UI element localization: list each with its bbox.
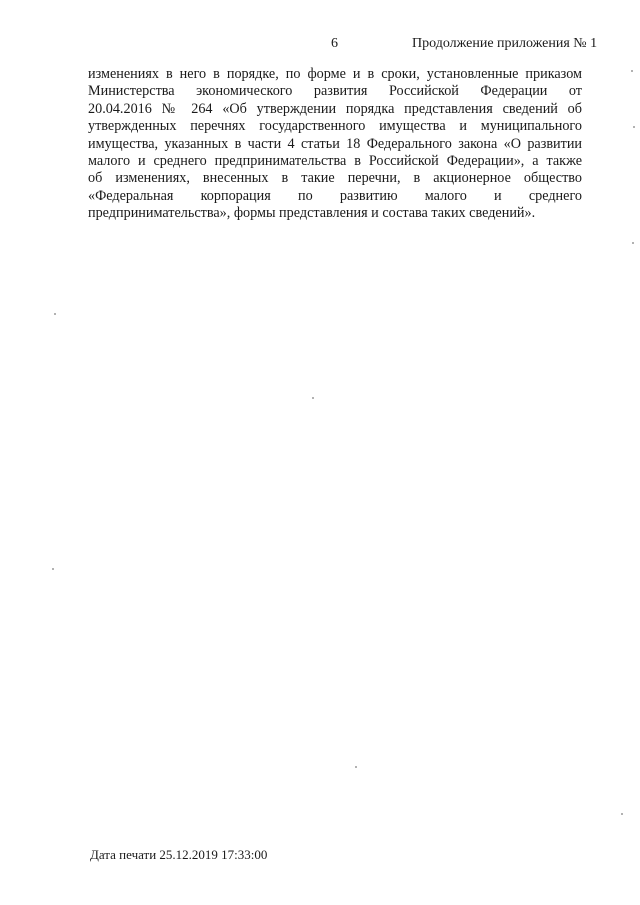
paragraph-line: «Федеральная корпорация по развитию малого и среднего bbox=[88, 187, 582, 204]
scan-speck bbox=[355, 766, 357, 768]
scan-speck bbox=[52, 568, 54, 570]
scan-speck bbox=[632, 242, 634, 244]
scan-speck bbox=[312, 397, 314, 399]
print-date: Дата печати 25.12.2019 17:33:00 bbox=[90, 847, 268, 862]
paragraph-line: утвержденных перечнях государственного имущества и муниципального bbox=[88, 118, 582, 135]
page-number: 6 bbox=[331, 36, 338, 51]
scan-speck bbox=[54, 313, 56, 315]
paragraph-line: имущества, указанных в части 4 статьи 18 Федерального закона «О развитии bbox=[88, 135, 582, 152]
scan-speck bbox=[633, 126, 635, 128]
paragraph-line: предпринимательства», формы представления и состава таких сведений». bbox=[88, 205, 536, 222]
scan-speck bbox=[631, 70, 633, 72]
body-paragraph bbox=[88, 66, 582, 223]
paragraph-line: малого и среднего предпринимательства в Российской Федерации», а также bbox=[88, 153, 582, 170]
paragraph-line: Министерства экономического развития Российской Федерации от bbox=[88, 83, 582, 100]
paragraph-line: изменениях в него в порядке, по форме и в сроки, установленные приказом bbox=[88, 66, 582, 82]
continuation-note: Продолжение приложения № 1 bbox=[412, 36, 598, 51]
paragraph-line: 20.04.2016 № 264 «Об утверждении порядка представления сведений об bbox=[88, 100, 582, 117]
scan-speck bbox=[621, 813, 623, 815]
paragraph-line: об изменениях, внесенных в такие перечни, в акционерное общество bbox=[88, 170, 582, 187]
